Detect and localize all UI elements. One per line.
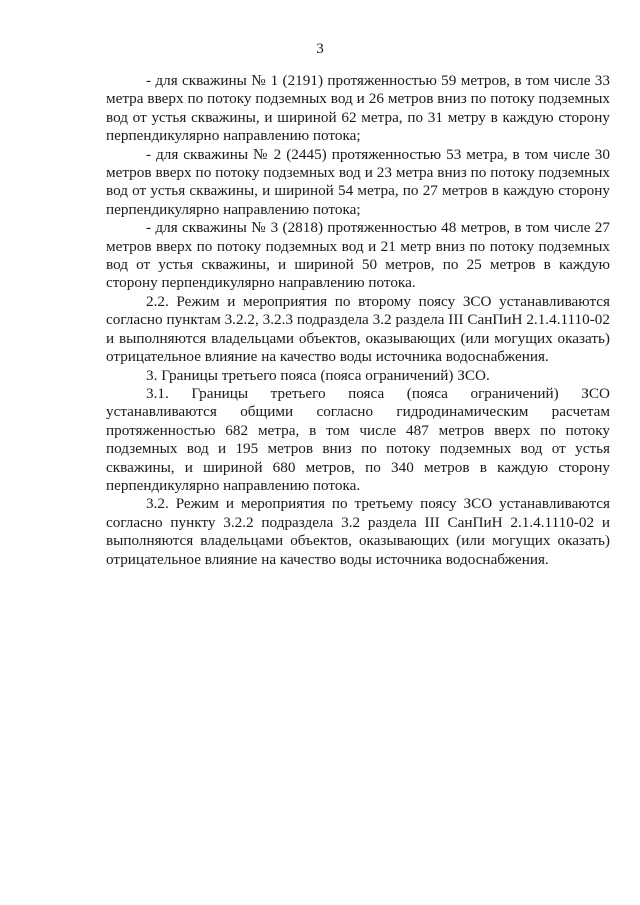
paragraph-3-2: 3.2. Режим и мероприятия по третьему поясу ЗСО устанавливаются согласно пункту 3.2.2 подраздела 3.2 раздела III СанПиН 2.1.4.1110-02 и выполняются владельцами объектов, оказывающих (или могущих оказать) отрицательное влияние на качество воды источника водоснабжения. bbox=[106, 495, 610, 568]
document-body bbox=[106, 72, 610, 569]
paragraph-3-1: 3.1. Границы третьего пояса (пояса ограничений) ЗСО устанавливаются общими согласно гидродинамическим расчетам протяженностью 682 метра, в том числе 487 метров вверх по потоку подземных вод и 195 метров вниз по потоку подземных вод от устья скважины, и шириной 680 метров, по 340 метров в каждую сторону перпендикулярно направлению потока. bbox=[106, 384, 610, 494]
paragraph-2-2: 2.2. Режим и мероприятия по второму поясу ЗСО устанавливаются согласно пунктам 3.2.2, 3.2.3 подраздела 3.2 раздела III СанПиН 2.1.4.1110-02 и выполняются владельцами объектов, оказывающих (или могущих оказать) отрицательное влияние на качество воды источника водоснабжения. bbox=[106, 292, 610, 366]
paragraph-well-3: - для скважины № 3 (2818) протяженностью 48 метров, в том числе 27 метров вверх по потоку подземных вод и 21 метр вниз по потоку подземных вод от устья скважины, и шириной 50 метров, по 25 метров в каждую сторону перпендикулярно направлению потока. bbox=[106, 219, 610, 292]
paragraph-well-2: - для скважины № 2 (2445) протяженностью 53 метра, в том числе 30 метров вверх по потоку подземных вод и 23 метра вниз по потоку подземных вод от устья скважины, и шириной 54 метра, по 27 метров в каждую сторону перпендикулярно направлению потока; bbox=[106, 145, 610, 218]
paragraph-well-1: - для скважины № 1 (2191) протяженностью 59 метров, в том числе 33 метра вверх по потоку подземных вод и 26 метров вниз по потоку подземных вод от устья скважины, и шириной 62 метра, по 31 метру в каждую сторону перпендикулярно направлению потока; bbox=[106, 72, 610, 145]
paragraph-3-heading: 3. Границы третьего пояса (пояса ограничений) ЗСО. bbox=[146, 366, 490, 384]
page-number: 3 bbox=[316, 40, 324, 57]
